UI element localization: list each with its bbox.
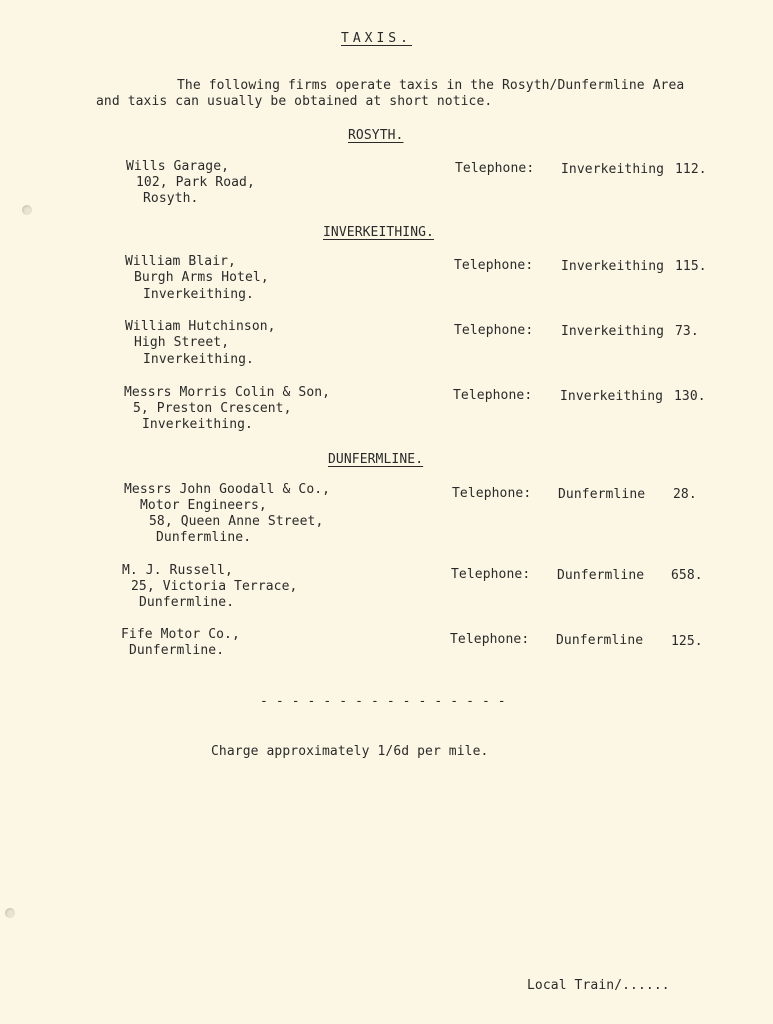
telephone-number: 658. — [671, 568, 703, 583]
firm-address-line: 58, Queen Anne Street, — [149, 514, 324, 529]
telephone-number: 130. — [674, 389, 706, 404]
telephone-label: Telephone: — [452, 486, 532, 501]
telephone-label: Telephone: — [453, 388, 533, 403]
section-heading-dunfermline: DUNFERMLINE. — [328, 452, 424, 467]
telephone-number: 125. — [671, 634, 703, 649]
section-heading-rosyth: ROSYTH. — [348, 128, 404, 143]
firm-name: Messrs Morris Colin & Son, — [124, 385, 331, 400]
firm-address-line: Inverkeithing. — [143, 287, 254, 302]
telephone-exchange: Inverkeithing — [560, 389, 664, 404]
firm-name: M. J. Russell, — [122, 563, 233, 578]
firm-address-line: Inverkeithing. — [143, 352, 254, 367]
intro-line-2: and taxis can usually be obtained at short notice. — [96, 94, 493, 109]
firm-address-line: Dunfermline. — [129, 643, 225, 658]
telephone-label: Telephone: — [451, 567, 531, 582]
telephone-label: Telephone: — [455, 161, 535, 176]
telephone-number: 112. — [675, 162, 707, 177]
firm-name: Messrs John Goodall & Co., — [124, 482, 331, 497]
telephone-label: Telephone: — [454, 323, 534, 338]
firm-name: Wills Garage, — [126, 159, 230, 174]
firm-address-line: 5, Preston Crescent, — [133, 401, 292, 416]
intro-line-1: The following firms operate taxis in the Rosyth/Dunfermline Area — [177, 78, 685, 93]
telephone-exchange: Dunfermline — [558, 487, 646, 502]
telephone-exchange: Dunfermline — [557, 568, 645, 583]
telephone-exchange: Inverkeithing — [561, 259, 665, 274]
telephone-number: 28. — [673, 487, 697, 502]
firm-address-line: Dunfermline. — [139, 595, 235, 610]
page-title: TAXIS. — [341, 31, 412, 46]
firm-address-line: Rosyth. — [143, 191, 199, 206]
firm-address-line: Inverkeithing. — [142, 417, 253, 432]
firm-name: William Blair, — [125, 254, 236, 269]
charge-note: Charge approximately 1/6d per mile. — [211, 744, 489, 759]
firm-name: Fife Motor Co., — [121, 627, 240, 642]
telephone-label: Telephone: — [454, 258, 534, 273]
firm-name: William Hutchinson, — [125, 319, 276, 334]
separator-line: - - - - - - - - - - - - - - - - — [260, 694, 506, 709]
firm-address-line: High Street, — [134, 335, 230, 350]
telephone-label: Telephone: — [450, 632, 530, 647]
punch-hole-bottom — [5, 908, 15, 918]
firm-address-line: Dunfermline. — [156, 530, 252, 545]
firm-address-line: 102, Park Road, — [136, 175, 255, 190]
firm-address-line: Burgh Arms Hotel, — [134, 270, 269, 285]
page-footer: Local Train/...... — [527, 978, 670, 993]
firm-address-line: 25, Victoria Terrace, — [131, 579, 298, 594]
telephone-exchange: Inverkeithing — [561, 324, 665, 339]
punch-hole-top — [22, 205, 32, 215]
firm-address-line: Motor Engineers, — [140, 498, 267, 513]
section-heading-inverkeithing: INVERKEITHING. — [323, 225, 434, 240]
telephone-exchange: Dunfermline — [556, 633, 644, 648]
telephone-number: 73. — [675, 324, 699, 339]
telephone-number: 115. — [675, 259, 707, 274]
telephone-exchange: Inverkeithing — [561, 162, 665, 177]
